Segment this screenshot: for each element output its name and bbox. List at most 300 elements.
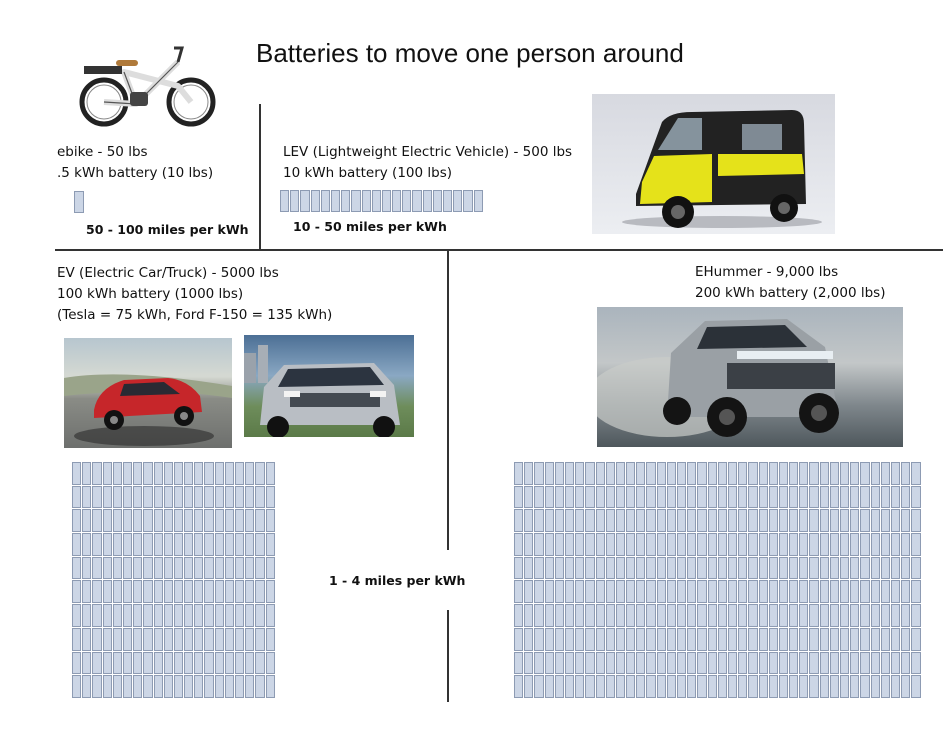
battery-cell <box>850 652 859 675</box>
battery-cell <box>204 509 213 532</box>
battery-cell <box>789 628 798 651</box>
battery-cell <box>123 509 132 532</box>
battery-cell <box>606 604 615 627</box>
battery-cell <box>74 191 84 213</box>
battery-cell <box>585 604 594 627</box>
battery-cell <box>820 462 829 485</box>
battery-cell <box>245 533 254 556</box>
battery-cell <box>215 580 224 603</box>
battery-cell <box>235 675 244 698</box>
battery-cell <box>154 580 163 603</box>
battery-cell <box>82 533 91 556</box>
battery-cell <box>555 580 564 603</box>
battery-cell <box>779 652 788 675</box>
battery-cell <box>636 509 645 532</box>
battery-cell <box>840 557 849 580</box>
battery-cell <box>718 604 727 627</box>
battery-cell <box>596 462 605 485</box>
battery-cell <box>871 580 880 603</box>
battery-cell <box>911 628 920 651</box>
battery-cell <box>585 509 594 532</box>
battery-cell <box>677 533 686 556</box>
battery-cell <box>759 604 768 627</box>
battery-cell <box>881 486 890 509</box>
battery-cell <box>575 509 584 532</box>
battery-cell <box>769 604 778 627</box>
battery-cell <box>103 580 112 603</box>
battery-cell <box>575 580 584 603</box>
battery-cell <box>463 190 472 212</box>
battery-cell <box>596 486 605 509</box>
battery-cell <box>245 628 254 651</box>
battery-cell <box>799 628 808 651</box>
battery-cell <box>266 486 275 509</box>
battery-cell <box>759 628 768 651</box>
battery-cell <box>830 604 839 627</box>
battery-cell <box>830 628 839 651</box>
battery-cell <box>626 533 635 556</box>
battery-cell <box>891 509 900 532</box>
battery-cell <box>860 533 869 556</box>
battery-cell <box>687 509 696 532</box>
battery-cell <box>565 652 574 675</box>
ev-examples: (Tesla = 75 kWh, Ford F-150 = 135 kWh) <box>57 307 333 323</box>
battery-cell <box>215 509 224 532</box>
battery-cell <box>266 580 275 603</box>
battery-cell <box>565 462 574 485</box>
yellow-microcar-icon <box>592 94 835 234</box>
battery-cell <box>575 486 584 509</box>
battery-cell <box>667 486 676 509</box>
battery-cell <box>646 675 655 698</box>
battery-cell <box>748 675 757 698</box>
battery-cell <box>555 628 564 651</box>
battery-cell <box>881 533 890 556</box>
battery-cell <box>103 486 112 509</box>
battery-cell <box>708 533 717 556</box>
battery-cell <box>280 190 289 212</box>
battery-cell <box>646 652 655 675</box>
battery-cell <box>748 557 757 580</box>
battery-cell <box>657 675 666 698</box>
battery-cell <box>174 652 183 675</box>
battery-cell <box>143 580 152 603</box>
battery-cell <box>738 652 747 675</box>
battery-cell <box>626 604 635 627</box>
ehummer-battery: 200 kWh battery (2,000 lbs) <box>695 285 886 301</box>
battery-cell <box>225 628 234 651</box>
battery-cell <box>779 462 788 485</box>
battery-cell <box>911 604 920 627</box>
battery-cell <box>534 604 543 627</box>
battery-cell <box>881 604 890 627</box>
battery-cell <box>871 509 880 532</box>
battery-cell <box>184 604 193 627</box>
battery-cell <box>235 628 244 651</box>
battery-cell <box>225 580 234 603</box>
battery-cell <box>555 509 564 532</box>
battery-cell <box>235 462 244 485</box>
ebike-image <box>78 42 218 128</box>
battery-cell <box>891 652 900 675</box>
battery-cell <box>657 604 666 627</box>
battery-cell <box>596 628 605 651</box>
battery-cell <box>245 486 254 509</box>
battery-cell <box>575 604 584 627</box>
battery-cell <box>143 628 152 651</box>
battery-cell <box>402 190 411 212</box>
battery-cell <box>133 486 142 509</box>
battery-cell <box>545 509 554 532</box>
tesla-image <box>64 338 232 448</box>
battery-cell <box>412 190 421 212</box>
battery-cell <box>871 533 880 556</box>
battery-cell <box>82 675 91 698</box>
battery-cell <box>646 604 655 627</box>
battery-cell <box>174 580 183 603</box>
divider-horizontal <box>55 249 943 251</box>
battery-cell <box>901 675 910 698</box>
battery-cell <box>514 604 523 627</box>
battery-cell <box>799 533 808 556</box>
battery-cell <box>779 604 788 627</box>
battery-cell <box>215 557 224 580</box>
battery-cell <box>616 604 625 627</box>
battery-cell <box>255 509 264 532</box>
ebike-weight: ebike - 50 lbs <box>57 144 148 160</box>
battery-cell <box>697 675 706 698</box>
battery-cell <box>123 604 132 627</box>
battery-cell <box>677 604 686 627</box>
battery-cell <box>759 580 768 603</box>
battery-cell <box>184 580 193 603</box>
battery-cell <box>72 509 81 532</box>
battery-cell <box>235 580 244 603</box>
battery-cell <box>194 509 203 532</box>
lev-weight: LEV (Lightweight Electric Vehicle) - 500 lbs <box>283 144 573 160</box>
battery-cell <box>606 675 615 698</box>
battery-cell <box>860 509 869 532</box>
battery-cell <box>779 580 788 603</box>
battery-cell <box>809 652 818 675</box>
battery-cell <box>331 190 340 212</box>
battery-cell <box>194 604 203 627</box>
battery-cell <box>820 652 829 675</box>
battery-cell <box>769 580 778 603</box>
battery-cell <box>738 628 747 651</box>
battery-cell <box>123 486 132 509</box>
battery-cell <box>123 580 132 603</box>
battery-cell <box>524 580 533 603</box>
battery-cell <box>585 580 594 603</box>
battery-cell <box>194 486 203 509</box>
battery-cell <box>585 533 594 556</box>
ehummer-weight: EHummer - 9,000 lbs <box>695 264 839 280</box>
battery-cell <box>677 628 686 651</box>
battery-cell <box>809 580 818 603</box>
battery-cell <box>728 509 737 532</box>
battery-cell <box>840 462 849 485</box>
bicycle-icon <box>78 42 218 128</box>
battery-cell <box>524 462 533 485</box>
battery-cell <box>103 652 112 675</box>
battery-cell <box>321 190 330 212</box>
battery-cell <box>646 509 655 532</box>
battery-cell <box>143 509 152 532</box>
battery-cell <box>636 652 645 675</box>
battery-cell <box>154 486 163 509</box>
battery-cell <box>123 675 132 698</box>
battery-cell <box>738 675 747 698</box>
battery-cell <box>901 557 910 580</box>
battery-cell <box>133 533 142 556</box>
battery-cell <box>565 675 574 698</box>
battery-cell <box>718 462 727 485</box>
battery-cell <box>830 462 839 485</box>
battery-cell <box>143 652 152 675</box>
battery-cell <box>204 580 213 603</box>
battery-cell <box>133 604 142 627</box>
battery-cell <box>82 509 91 532</box>
battery-cell <box>657 557 666 580</box>
battery-cell <box>565 628 574 651</box>
battery-cell <box>769 533 778 556</box>
battery-cell <box>881 675 890 698</box>
battery-cell <box>871 604 880 627</box>
battery-cell <box>636 580 645 603</box>
battery-cell <box>748 462 757 485</box>
battery-cell <box>667 580 676 603</box>
battery-cell <box>565 486 574 509</box>
battery-cell <box>225 462 234 485</box>
battery-cell <box>697 628 706 651</box>
battery-cell <box>616 557 625 580</box>
battery-cell <box>194 462 203 485</box>
battery-cell <box>901 580 910 603</box>
battery-cell <box>585 628 594 651</box>
battery-cell <box>255 557 264 580</box>
battery-cell <box>245 462 254 485</box>
battery-cell <box>514 652 523 675</box>
battery-cell <box>72 486 81 509</box>
battery-cell <box>901 509 910 532</box>
battery-cell <box>453 190 462 212</box>
battery-cell <box>514 486 523 509</box>
battery-cell <box>474 190 483 212</box>
lev-battery-cells <box>280 190 483 212</box>
battery-cell <box>891 604 900 627</box>
battery-cell <box>113 604 122 627</box>
battery-cell <box>708 628 717 651</box>
battery-cell <box>545 580 554 603</box>
battery-cell <box>860 580 869 603</box>
battery-cell <box>545 628 554 651</box>
battery-cell <box>545 652 554 675</box>
battery-cell <box>799 486 808 509</box>
battery-cell <box>759 652 768 675</box>
battery-cell <box>555 557 564 580</box>
battery-cell <box>103 675 112 698</box>
battery-cell <box>871 652 880 675</box>
battery-cell <box>596 509 605 532</box>
battery-cell <box>789 462 798 485</box>
battery-cell <box>143 675 152 698</box>
battery-cell <box>565 533 574 556</box>
battery-cell <box>718 652 727 675</box>
battery-cell <box>245 652 254 675</box>
battery-cell <box>677 652 686 675</box>
battery-cell <box>215 652 224 675</box>
battery-cell <box>646 462 655 485</box>
battery-cell <box>143 462 152 485</box>
battery-cell <box>255 628 264 651</box>
battery-cell <box>154 533 163 556</box>
battery-cell <box>799 675 808 698</box>
battery-cell <box>606 628 615 651</box>
battery-cell <box>174 509 183 532</box>
battery-cell <box>524 486 533 509</box>
battery-cell <box>92 462 101 485</box>
battery-cell <box>174 533 183 556</box>
battery-cell <box>911 675 920 698</box>
battery-cell <box>871 675 880 698</box>
battery-cell <box>184 557 193 580</box>
battery-cell <box>687 675 696 698</box>
battery-cell <box>585 462 594 485</box>
battery-cell <box>82 652 91 675</box>
battery-cell <box>300 190 309 212</box>
battery-cell <box>687 580 696 603</box>
battery-cell <box>154 604 163 627</box>
battery-cell <box>113 628 122 651</box>
lev-image <box>592 94 835 234</box>
battery-cell <box>103 628 112 651</box>
battery-cell <box>92 604 101 627</box>
battery-cell <box>341 190 350 212</box>
battery-cell <box>840 533 849 556</box>
battery-cell <box>164 533 173 556</box>
battery-cell <box>871 462 880 485</box>
battery-cell <box>443 190 452 212</box>
battery-cell <box>164 628 173 651</box>
pickup-truck-icon <box>244 335 414 437</box>
battery-cell <box>901 462 910 485</box>
battery-cell <box>255 580 264 603</box>
battery-cell <box>164 462 173 485</box>
battery-cell <box>92 533 101 556</box>
battery-cell <box>830 486 839 509</box>
battery-cell <box>901 628 910 651</box>
battery-cell <box>820 486 829 509</box>
battery-cell <box>545 604 554 627</box>
battery-cell <box>534 652 543 675</box>
battery-cell <box>809 486 818 509</box>
battery-cell <box>545 533 554 556</box>
battery-cell <box>184 462 193 485</box>
battery-cell <box>565 580 574 603</box>
battery-cell <box>646 628 655 651</box>
battery-cell <box>123 652 132 675</box>
battery-cell <box>759 509 768 532</box>
battery-cell <box>850 462 859 485</box>
battery-cell <box>850 604 859 627</box>
battery-cell <box>164 652 173 675</box>
battery-cell <box>514 509 523 532</box>
battery-cell <box>738 462 747 485</box>
battery-cell <box>626 580 635 603</box>
battery-cell <box>667 604 676 627</box>
battery-cell <box>789 675 798 698</box>
ev-battery-cells <box>72 462 275 698</box>
battery-cell <box>626 486 635 509</box>
battery-cell <box>626 675 635 698</box>
battery-cell <box>143 604 152 627</box>
ebike-range: 50 - 100 miles per kWh <box>86 222 249 237</box>
battery-cell <box>728 486 737 509</box>
battery-cell <box>789 580 798 603</box>
battery-cell <box>266 557 275 580</box>
battery-cell <box>225 652 234 675</box>
battery-cell <box>311 190 320 212</box>
battery-cell <box>708 557 717 580</box>
battery-cell <box>911 580 920 603</box>
battery-cell <box>911 462 920 485</box>
battery-cell <box>718 533 727 556</box>
battery-cell <box>266 533 275 556</box>
battery-cell <box>636 604 645 627</box>
battery-cell <box>779 628 788 651</box>
battery-cell <box>92 628 101 651</box>
battery-cell <box>194 580 203 603</box>
battery-cell <box>667 652 676 675</box>
battery-cell <box>524 557 533 580</box>
battery-cell <box>738 533 747 556</box>
battery-cell <box>748 652 757 675</box>
battery-cell <box>687 628 696 651</box>
battery-cell <box>616 533 625 556</box>
battery-cell <box>133 675 142 698</box>
battery-cell <box>891 462 900 485</box>
battery-cell <box>524 509 533 532</box>
battery-cell <box>514 628 523 651</box>
battery-cell <box>626 628 635 651</box>
battery-cell <box>789 557 798 580</box>
battery-cell <box>830 652 839 675</box>
battery-cell <box>123 557 132 580</box>
battery-cell <box>850 509 859 532</box>
battery-cell <box>697 580 706 603</box>
battery-cell <box>235 604 244 627</box>
battery-cell <box>636 628 645 651</box>
battery-cell <box>606 580 615 603</box>
battery-cell <box>524 533 533 556</box>
battery-cell <box>524 675 533 698</box>
battery-cell <box>133 462 142 485</box>
battery-cell <box>809 557 818 580</box>
battery-cell <box>585 652 594 675</box>
battery-cell <box>215 486 224 509</box>
battery-cell <box>809 462 818 485</box>
battery-cell <box>759 486 768 509</box>
battery-cell <box>738 557 747 580</box>
battery-cell <box>524 604 533 627</box>
battery-cell <box>113 509 122 532</box>
battery-cell <box>809 675 818 698</box>
battery-cell <box>728 557 737 580</box>
battery-cell <box>860 486 869 509</box>
battery-cell <box>820 580 829 603</box>
battery-cell <box>72 628 81 651</box>
